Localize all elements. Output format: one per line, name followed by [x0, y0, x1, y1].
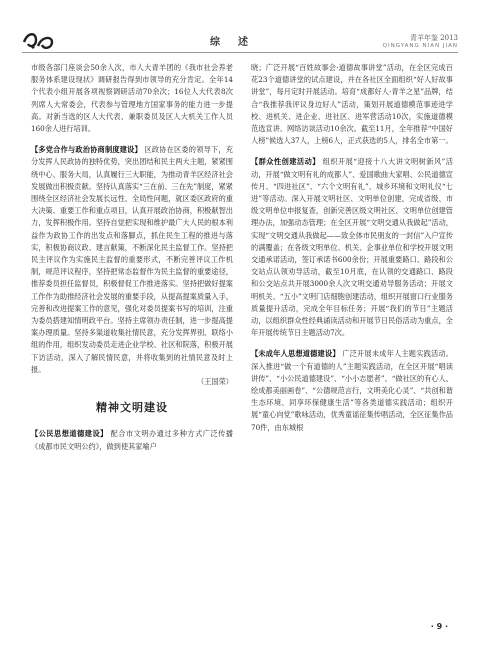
- section-tag: 【未成年人思想道德建设】: [251, 349, 340, 359]
- publication-logo-icon: [22, 30, 56, 52]
- section-text: 组织开展“迎接十八大讲文明树新风”活动，开展“做文明有礼的成都人”、爱国歌曲大家唱、公民道德宣传月、“四进社区”、“六个文明有礼”、城乡环境和文明礼仪“七进”等活动。深入开展文明社区、文明单位创建，完成省级、市级文明单位申报复查，创新完善区级文明社区、文明单位创建管理办法，加强动态管理；在全区开展“文明交通从我做起”活动，实现“文明交通从我做起——致全体市民朋友的一封信”入户宣传的满覆盖；在各级文明单位、机关、企事业单位和学校开展文明交通承诺活动，签订承诺书600余份；开展重要路口、路段和公交站点认领劝导活动，截至10月底，在认领的交通路口、路段和公交站点共开展3000余人次文明交通劝导服务活动；开展文明机关、“五小”文明门店细胞创建活动，组织开展窗口行业服务质量提升活动，完成全年目标任务；开展“我们的节日”主题活动，以组织群众性经典诵读活动和开展节日民俗活动为重点，全年开展传统节日主题活动7次。: [251, 157, 453, 338]
- author-credit: （王国荣）: [197, 377, 233, 387]
- paragraph: 市级各部门座谈会50余人次，市人大青羊团的《我市社会养老服务体系建设现状》调研报告得到市领导的充分肯定。全年14个代表小组开展各项视察调研活动70余次；16位人大代表8次列席人大常委会，代表参与管理地方国家事务的能力进一步提高。对新当选的区人大代表、兼职委员及区人大机关工作人员160余人进行培训。: [31, 63, 233, 134]
- publication-name-pinyin: QINGYANG NIAN JIAN: [382, 43, 458, 49]
- section-title: 综 述: [210, 37, 252, 48]
- section-heading: 精神文明建设: [96, 401, 168, 415]
- section-text: 区政协在区委的领导下，充分发挥人民政协的独特优势，突出团结和民主两大主题，紧紧围绕中心、服务大局，认真履行三大职能，为推动青羊区经济社会发展做出积极贡献。坚持认真落实“三在前、三在先”制度，紧紧围绕全区经济社会发展长远性、全局性问题，就区委区政府的重大决策、重要工作和重点项目，认真开展政治协商，积极献智出力，发挥积极作用。坚持自觉把实现和维护最广大人民的根本利益作为政协工作的出发点和落脚点，抓住民生工程的推进与落实，积极协商议政、建言献策，不断深化民主监督工作。坚持把民主评议作为实施民主监督的重要形式，不断完善评议工作机制，规范评议程序，坚持把常态监督作为民主监督的重要途径，推荐委员担任监督员，积极督促工作推进落实。坚持把做好提案工作作为助推经济社会发展的重要手段，从提高提案质量入手，完善和改进提案工作的意见，强化对委员提案书写的培训，注重为委员搭建知情明政平台。坚持主席领办责任制，进一步提高提案办理质量。坚持多渠道收集社情民意，充分发挥界别、联络小组的作用，组织发动委员走进企业学校、社区和院落，积极开展下访活动，深入了解民情民意，并将收集到的社情民意及时上报。: [31, 145, 233, 374]
- section-tag: 【群众性创建活动】: [251, 157, 320, 167]
- paragraph: [31, 144, 233, 376]
- paragraph: 晓；广泛开展“百姓故事会·道德故事讲堂”活动，在全区完成百花23个道德讲堂的试点建设，并在各社区全面组织“好人好故事讲堂”，每月定时开展活动。培育“成都好人·青羊之星”品牌，结合“我推荐我评议身边好人”活动，策划开展道德模范事迹进学校、进机关、进企业、进社区、进军营活动10次，实施道德模范选宣讲、网络访谈活动10余次。截至11月，全年推荐“中国好人榜”候选人37人，上榜6人，正式获选的5人，排名全市第一。: [251, 63, 453, 146]
- paragraph: [31, 428, 233, 452]
- right-column: [251, 62, 453, 434]
- page-header: [0, 0, 480, 60]
- section-tag: 【公民思想道德建设】: [31, 429, 108, 439]
- section-text: 配合市文明办通过多种方式广泛传播《成都市民文明公约》，做到使其家喻户: [31, 429, 233, 451]
- header-rule: [22, 52, 458, 53]
- section-tag: 【多党合作与政治协商制度建设】: [31, 145, 142, 155]
- paragraph: [251, 348, 453, 433]
- left-column: [31, 62, 233, 453]
- paragraph: [251, 156, 453, 339]
- publication-name: 青羊年鉴 2013: [409, 34, 458, 42]
- section-text: 广泛开展未成年人主题实践活动。深入推进“做一个有道德的人”主题实践活动，在全区开展“唱读讲传”、“小公民道德建设”、“小小志愿者”、“做社区的有心人、绘成都美丽画卷”、“公德规范言行，文明美化心灵”、“共创和谐生态环境、同享环保健康生活”等各类道德实践活动；组织开展“童心向党”歌咏活动，优秀童谣征集传唱活动，全区征集作品70件，由东城根: [251, 349, 453, 432]
- page-number: · 9 ·: [430, 622, 448, 631]
